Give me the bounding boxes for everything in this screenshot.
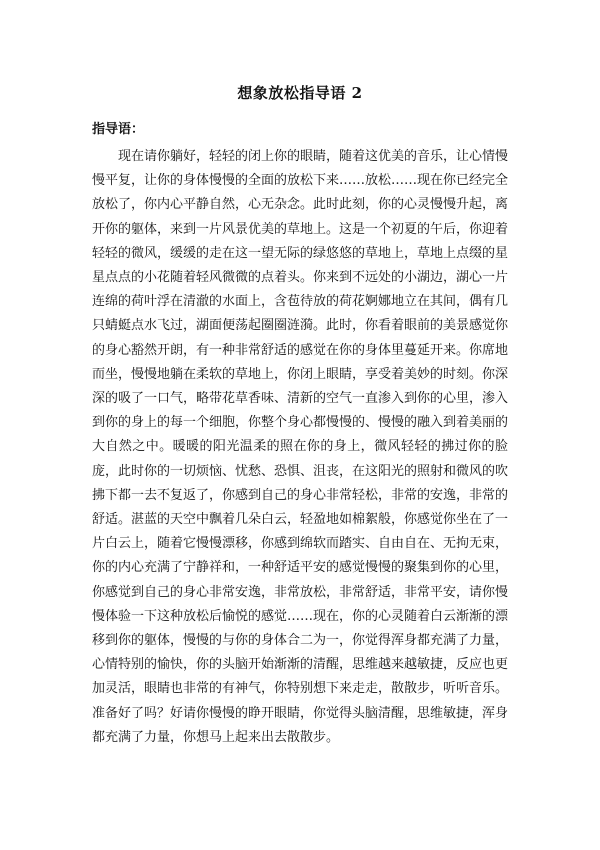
section-label: 指导语：	[92, 122, 145, 137]
document-title: 想象放松指导语 2	[237, 84, 363, 102]
body-paragraph: 现在请你躺好，轻轻的闭上你的眼睛，随着这优美的音乐，让心情慢慢平复，让你的身体慢慢的全面的放松下来……放松……现在你已经完全放松了，你内心平静自然，心无杂念。此时此刻，你的心灵慢慢升起，离开你的躯体，来到一片风景优美的草地上。这是一个初夏的午后，你迎着轻轻的微风，缓缓的走在这一望无际的绿悠悠的草地上，草地上点缀的星星点点的小花随着轻风微微的点着头。你来到不远处的小湖边，湖心一片连绵的荷叶浮在清澈的水面上，含苞待放的荷花婀娜地立在其间，偶有几只蜻蜓点水飞过，湖面便荡起圈圈涟漪。此时，你看着眼前的美景感觉你的身心豁然开朗，有一种非常舒适的感觉在你的身体里蔓延开来。你席地而坐，慢慢地躺在柔软的草地上，你闭上眼睛，享受着美妙的时刻。你深深的吸了一口气，略带花草香味、清新的空气一直渗入到你的心里，渗入到你的身上的每一个细胞，你整个身心都慢慢的、慢慢的融入到着美丽的大自然之中。暖暖的阳光温柔的照在你的身上，微风轻轻的拂过你的脸庞，此时你的一切烦恼、忧愁、恐惧、沮丧，在这阳光的照射和微风的吹拂下都一去不复返了，你感到自己的身心非常轻松，非常的安逸，非常的舒适。湛蓝的天空中飘着几朵白云，轻盈地如棉絮般，你感觉你坐在了一片白云上，随着它慢慢漂移，你感到绵软而踏实、自由自在、无拘无束，你的内心充满了宁静祥和，一种舒适平安的感觉慢慢的聚集到你的心里，你感觉到自己的身心非常安逸，非常放松，非常舒适，非常平安，请你慢慢体验一下这种放松后愉悦的感觉……现在，你的心灵随着白云渐渐的漂移到你的躯体，慢慢的与你的身体合二为一，你觉得浑身都充满了力量，心情特别的愉快，你的头脑开始渐渐的清醒，思维越来越敏捷，反应也更加灵活，眼睛也非常的有神气，你特别想下来走走，散散步，听听音乐。准备好了吗？好请你慢慢的睁开眼睛，你觉得头脑清醒，思维敏捷，浑身都充满了力量，你想马上起来出去散散步。	[92, 149, 509, 745]
